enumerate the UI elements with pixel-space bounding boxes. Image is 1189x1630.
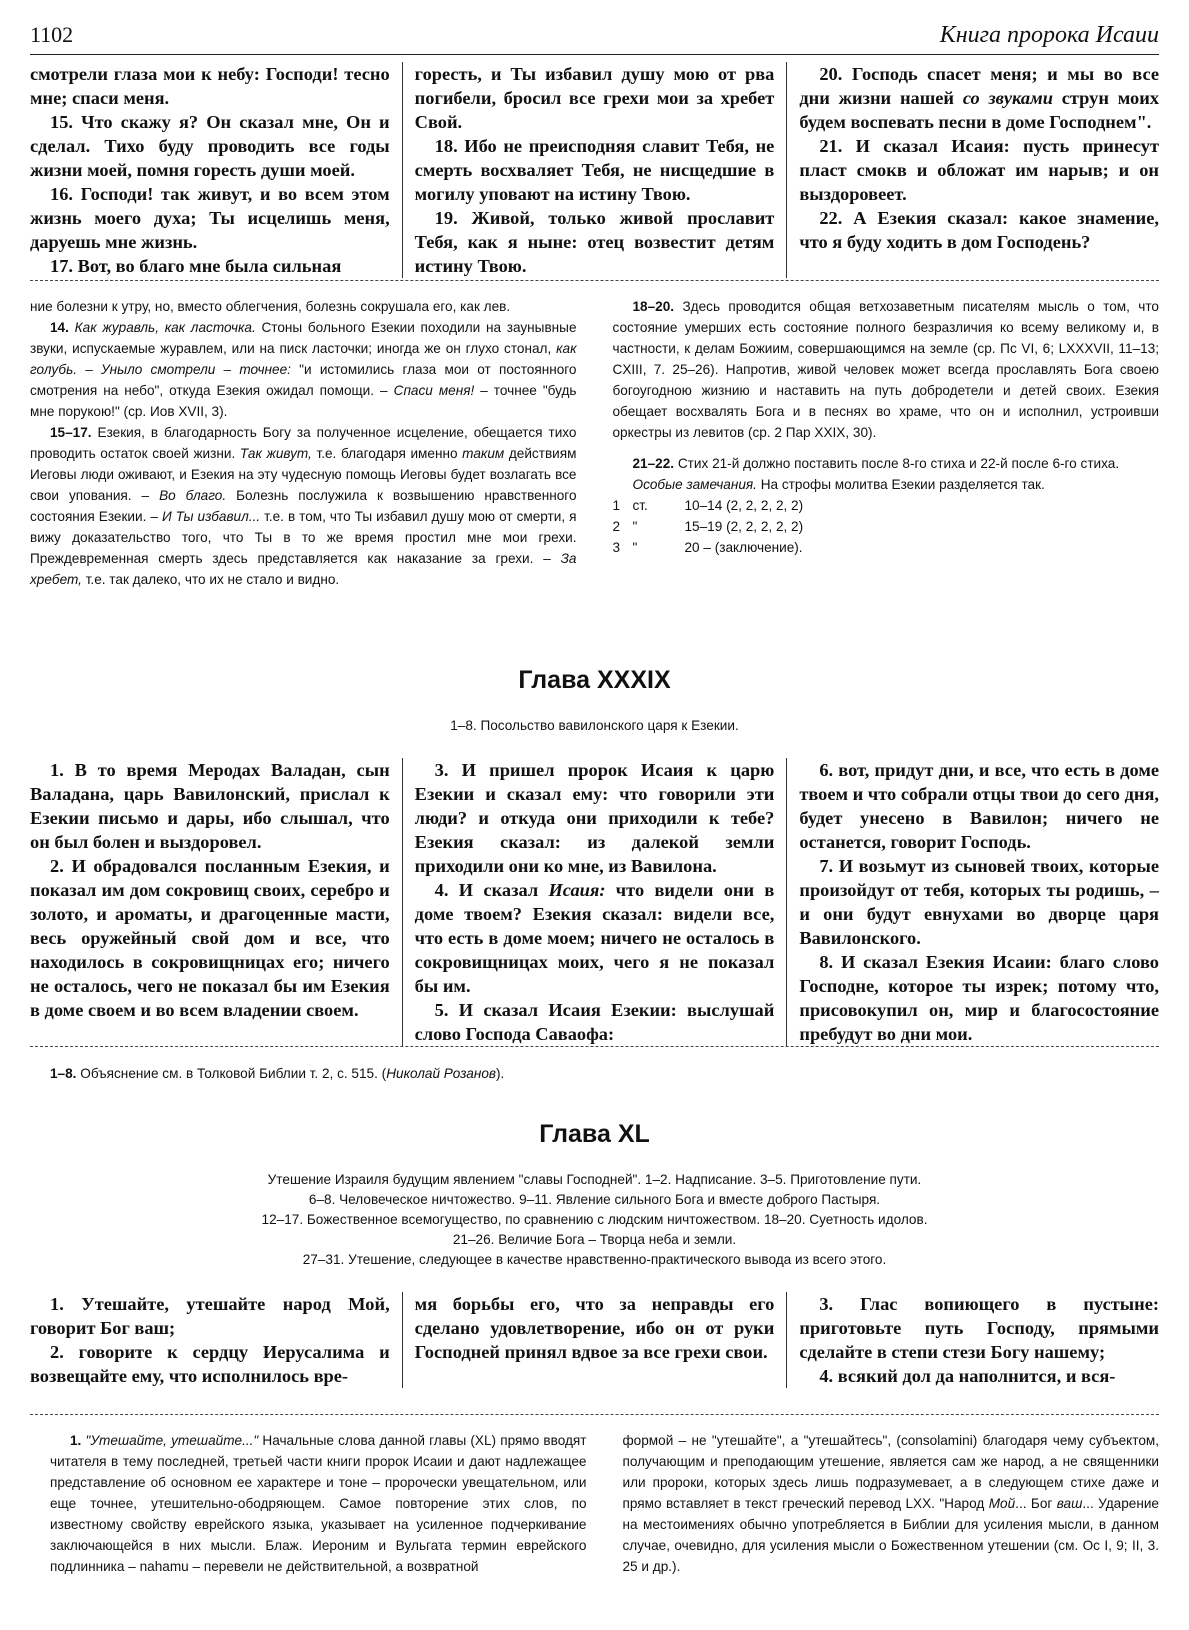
chapter-40-col-1 bbox=[30, 1292, 402, 1388]
note-15-17-t4: Болезнь послужила к возвышению нравственного состояния Езекии. – bbox=[30, 488, 577, 524]
chapter-40-col-2 bbox=[402, 1292, 787, 1388]
chapter-40-summary-line: 6–8. Человеческое ничтожество. 9–11. Явление сильного Бога и вместе доброго Пастыря. bbox=[308, 1192, 881, 1207]
chapter-40-title: Глава XL bbox=[539, 1120, 650, 1148]
note-40-1-num: 1. bbox=[70, 1433, 82, 1448]
note-14 bbox=[30, 317, 577, 422]
strophe-verses: 15–19 (2, 2, 2, 2, 2) bbox=[684, 519, 804, 534]
verse-39-6: 6. вот, придут дни, и все, что есть в доме твоем и что собрали отцы твои до сего дня, будет унесено в Вавилон; ничего не останется, говорит Господь. bbox=[799, 760, 1160, 852]
chapter-39-summary bbox=[0, 716, 1189, 736]
note-15-17-t3: действиям Иеговы люди оживают, и Езекия на эту чудесную помощь Иеговы будет возлагать все свои упования. – bbox=[30, 446, 577, 503]
note-40-1-em1: "Утешайте, утешайте..." bbox=[85, 1433, 259, 1448]
divider-3 bbox=[30, 1414, 1159, 1415]
top-notes bbox=[30, 296, 1159, 590]
verse-40-2-end: мя борьбы его, что за неправды его сделано удовлетворение, ибо он от руки Господней принял вдвое за все грехи свои. bbox=[414, 1294, 775, 1362]
strophe-num: 1 bbox=[612, 498, 621, 513]
note-40-1-cont-em1: Мой bbox=[988, 1496, 1016, 1511]
special-remarks-em: Особые замечания. bbox=[632, 477, 757, 492]
verse-20-a: 20. Господь спасет меня; и мы во все дни жизни нашей bbox=[799, 64, 1160, 108]
special-remarks bbox=[613, 474, 1160, 495]
verse-17-start: 17. Вот, во благо мне была сильная bbox=[50, 256, 342, 276]
chapter-40-summary-line: 27–31. Утешение, следующее в качестве нравственно-практического вывода из всего этого. bbox=[302, 1252, 887, 1267]
verse-21: 21. И сказал Исаия: пусть принесут пласт смокв и обложат им нарыв; и он выздоровеет. bbox=[799, 136, 1160, 204]
verse-40-4-start: 4. всякий дол да наполнится, и вся- bbox=[819, 1366, 1116, 1386]
note-15-17-em1: Так живут, bbox=[239, 446, 312, 461]
verse-18: 18. Ибо не преисподняя славит Тебя, не смерть восхваляет Тебя, не нисщедшие в могилу уповают на истину Твою. bbox=[414, 136, 775, 204]
chapter-39-note-num: 1–8. bbox=[50, 1066, 77, 1081]
note-40-1-cont bbox=[623, 1430, 1160, 1577]
strophe-row bbox=[613, 537, 1160, 558]
verse-17-end: горесть, и Ты избавил душу мою от рва погибели, бросил все грехи мои за хребет Свой. bbox=[414, 64, 775, 132]
chapter-39-verses bbox=[30, 758, 1159, 1046]
verse-39-7: 7. И возьмут из сыновей твоих, которые произойдут от тебя, которых ты родишь, – и они будут евнухами во дворце царя Вавилонского. bbox=[799, 856, 1160, 948]
strophe-verses: 20 – (заключение). bbox=[684, 540, 803, 555]
chapter-39-summary-line: 1–8. Посольство вавилонского царя к Езекии. bbox=[450, 718, 739, 733]
strophe-row bbox=[613, 516, 1160, 537]
verse-20-b: струн моих будем воспевать песни в доме Господнем". bbox=[799, 88, 1160, 132]
chapter-40-notes-col-2 bbox=[605, 1430, 1160, 1577]
divider-2 bbox=[30, 1046, 1159, 1047]
chapter-39-note bbox=[50, 1063, 1159, 1084]
verse-39-4 bbox=[415, 878, 775, 998]
chapter-39-col-1 bbox=[30, 758, 402, 1046]
note-14-em3: Спаси меня! bbox=[393, 383, 475, 398]
note-18-20 bbox=[613, 296, 1160, 443]
chapter-39-title: Глава XXXIX bbox=[518, 666, 671, 694]
top-verses-col-2 bbox=[402, 62, 787, 278]
note-15-17-em4: И Ты избавил... bbox=[161, 509, 261, 524]
strophe-list bbox=[613, 495, 1160, 558]
chapter-39-note-t1: Объяснение см. в Толковой Библии т. 2, с. 515. ( bbox=[76, 1066, 387, 1081]
strophe-word: " bbox=[632, 519, 638, 534]
top-notes-col-1 bbox=[30, 296, 595, 590]
top-verses-col-1 bbox=[30, 62, 402, 278]
verse-39-8: 8. И сказал Езекия Исаии: благо слово Господне, которое ты изрек; потому что, присовокупил он, мир и благосостояние пребудут во дни мои. bbox=[799, 952, 1160, 1044]
special-remarks-t1: На строфы молитва Езекии разделяется так. bbox=[756, 477, 1045, 492]
verse-16: 16. Господи! так живут, и во всем этом жизнь моего духа; Ты исцелишь меня, даруешь мне жизнь. bbox=[30, 184, 390, 252]
note-15-17-num: 15–17. bbox=[50, 425, 92, 440]
chapter-40-notes-col-1 bbox=[30, 1430, 605, 1577]
note-21-22-num: 21–22. bbox=[632, 456, 675, 471]
chapter-40-summary bbox=[0, 1170, 1189, 1270]
verse-39-2: 2. И обрадовался посланным Езекия, и показал им дом сокровищ своих, серебро и золото, и ароматы, и драгоценные масти, весь оружейный свой дом и все, что находилось в сокровищницах его; ничего не осталось, чего не показал бы им Езекия в доме своем и во всем владении своем. bbox=[30, 856, 390, 1020]
note-14-t1: Стоны больного Езекии походили на заунывные звуки, испускаемые журавлем, или на писк ласточки; иногда же он глухо стонал, bbox=[30, 320, 577, 356]
note-14-t3: – точнее "будь мне порукою!" (ср. Иов XVII, 3). bbox=[30, 383, 577, 419]
chapter-40-summary-line: 21–26. Величие Бога – Творца неба и земли. bbox=[452, 1232, 737, 1247]
note-15-17-t5: т.е. в том, что Ты избавил душу мою от смерти, я вижу доказательство того, что Ты в то же время простил мне мои грехи. Преждевременная смерть здесь представляется как наказание за грехи. – bbox=[30, 509, 577, 566]
note-18-20-t1: Здесь проводится общая ветхозаветным писателям мысль о том, что состояние умерших есть состояние полного безразличия ко всему великому и, в частности, к делам Божиим, совершающимся на земле (ср. Пс VI, 6; LXXXVII, 11–13; CXIII, 7. 25–26). Напротив, живой человек может всегда прославлять Бога своею богоугодною жизнию и наставить на путь добродетели и детей своих. Езекия обещает восхвалять Бога и в песнях во храме, что он и исполнил, устроивши оркестры из левитов (ср. 2 Пар XXIX, 30). bbox=[612, 299, 1159, 440]
note-15-17-em2: таким bbox=[462, 446, 505, 461]
chapter-39-col-2 bbox=[402, 758, 787, 1046]
strophe-num: 2 bbox=[612, 519, 621, 534]
note-40-1-cont-t2: ... Бог bbox=[1015, 1496, 1057, 1511]
strophe-num: 3 bbox=[612, 540, 621, 555]
chapter-40-summary-line: 12–17. Божественное всемогущество, по сравнению с людским ничтожеством. 18–20. Суетность идолов. bbox=[261, 1212, 928, 1227]
strophe-word: ст. bbox=[632, 498, 648, 513]
note-15-17-t6: т.е. так далеко, что их не стало и видно. bbox=[81, 572, 340, 587]
chapter-39-col-3 bbox=[786, 758, 1159, 1046]
top-verses bbox=[30, 62, 1159, 278]
note-15-17-t2: т.е. благодаря именно bbox=[311, 446, 463, 461]
verse-20 bbox=[799, 62, 1159, 134]
chapter-40-notes bbox=[30, 1430, 1159, 1577]
verse-40-3: 3. Глас вопиющего в пустыне: приготовьте путь Господу, прямыми сделайте в степи стези Богу нашему; bbox=[799, 1294, 1160, 1362]
chapter-40-col-3 bbox=[786, 1292, 1159, 1388]
verse-40-1: 1. Утешайте, утешайте народ Мой, говорит Бог ваш; bbox=[30, 1294, 390, 1338]
chapter-39-note-t2: ). bbox=[496, 1066, 505, 1081]
chapter-40-verses bbox=[30, 1292, 1159, 1388]
page-number: 1102 bbox=[30, 22, 74, 47]
note-14-em1: Как журавль, как ласточка. bbox=[74, 320, 256, 335]
top-notes-col-2 bbox=[595, 296, 1160, 590]
note-40-1-t1: Начальные слова данной главы (XL) прямо вводят читателя в тему последней, третьей части книги пророк Исаии и дают надлежащее представление об основном ее характере и тоне – пророчески увещательном, или еще точнее, утешительно-ободряющем. Самое повторение этих слов, по известному свойству еврейского языка, указывает на усиленное подчеркивание заключающейся в них мысли. Блаж. Иероним и Вульгата термин еврейского подлинника – nahamu – перевели не действительной, а возвратной bbox=[50, 1433, 587, 1574]
verse-15: 15. Что скажу я? Он сказал мне, Он и сделал. Тихо буду проводить все годы жизни моей, помня горесть души моей. bbox=[30, 112, 390, 180]
verse-14-end: смотрели глаза мои к небу: Господи! тесно мне; спаси меня. bbox=[30, 64, 390, 108]
note-14-t2: "и истомились глаза мои от постоянного смотрения на небо", откуда Езекия ожидал помощи. – bbox=[30, 362, 577, 398]
strophe-verses: 10–14 (2, 2, 2, 2, 2) bbox=[684, 498, 804, 513]
verse-39-4-em: Исаия: bbox=[548, 880, 606, 900]
strophe-row bbox=[613, 495, 1160, 516]
note-14-num: 14. bbox=[50, 320, 69, 335]
verse-20-em: со звуками bbox=[962, 88, 1053, 108]
note-15-17-t1: Езекия, в благодарность Богу за полученное исцеление, обещается тихо проводить остаток своей жизни. bbox=[30, 425, 577, 461]
note-15-17 bbox=[30, 422, 577, 590]
verse-39-4-b: что видели они в доме твоем? Езекия сказал: видели все, что есть в доме моем; ничего не осталось в сокровищницах моих, чего я не показал бы им. bbox=[414, 880, 775, 996]
note-21-22 bbox=[613, 453, 1160, 474]
note-40-1-cont-t3: ... Ударение на местоимениях обычно употребляется в Библии для усиления мысли, в данном случае, очевидно, для усиления мысли о Божественном утешении (см. Ос I, 9; II, 3. 25 и др.). bbox=[622, 1496, 1159, 1574]
strophe-word: " bbox=[632, 540, 638, 555]
header-rule bbox=[30, 54, 1159, 55]
note-15-17-em3: Во благо. bbox=[159, 488, 227, 503]
running-title: Книга пророка Исаии bbox=[939, 22, 1159, 48]
divider-1 bbox=[30, 280, 1159, 281]
verse-39-1: 1. В то время Меродах Валадан, сын Валадана, царь Вавилонский, прислал к Езекии письмо и дары, ибо слышал, что он был болен и выздоровел. bbox=[30, 760, 390, 852]
verse-22: 22. А Езекия сказал: какое знамение, что я буду ходить в дом Господень? bbox=[799, 208, 1160, 252]
note-40-1-cont-t1: формой – не "утешайте", а "утешайтесь", (consolamini) благодаря чему субъектом, получающим и преподающим утешение, является сам же народ, а не священники или пророки, которых здесь лишь подразумевает, а в следующем стихе даже и прямо вставляет в текст греческий перевод LXX. "Народ bbox=[622, 1433, 1159, 1511]
verse-39-5: 5. И сказал Исаия Езекии: выслушай слово Господа Саваофа: bbox=[414, 1000, 775, 1044]
verse-39-4-a: 4. И сказал bbox=[434, 880, 549, 900]
page-header bbox=[30, 18, 1159, 54]
note-40-1 bbox=[50, 1430, 587, 1577]
chapter-40-summary-line: Утешение Израиля будущим явлением "славы Господней". 1–2. Надписание. 3–5. Приготовление пути. bbox=[267, 1172, 922, 1187]
top-verses-col-3 bbox=[786, 62, 1159, 278]
verse-40-2-start: 2. говорите к сердцу Иерусалима и возвещайте ему, что исполнилось вре- bbox=[30, 1342, 390, 1386]
note-14-em2: как голубь. – Уныло смотрели – точнее: bbox=[30, 341, 577, 377]
note-cont: ние болезни к утру, но, вместо облегчения, болезнь сокрушала его, как лев. bbox=[30, 299, 511, 314]
note-18-20-num: 18–20. bbox=[632, 299, 675, 314]
note-15-17-em5: За хребет, bbox=[30, 551, 577, 587]
verse-19: 19. Живой, только живой прославит Тебя, как я ныне: отец возвестит детям истину Твою. bbox=[414, 208, 775, 276]
note-21-22-t1: Стих 21-й должно поставить после 8-го стиха и 22-й после 6-го стиха. bbox=[674, 456, 1120, 471]
verse-39-3: 3. И пришел пророк Исаия к царю Езекии и сказал ему: что говорили эти люди? и откуда они приходили к тебе? Езекия сказал: из далекой земли приходили они ко мне, из Вавилона. bbox=[414, 760, 775, 876]
note-40-1-cont-em2: ваш bbox=[1056, 1496, 1083, 1511]
chapter-39-note-author: Николай Розанов bbox=[386, 1066, 496, 1081]
